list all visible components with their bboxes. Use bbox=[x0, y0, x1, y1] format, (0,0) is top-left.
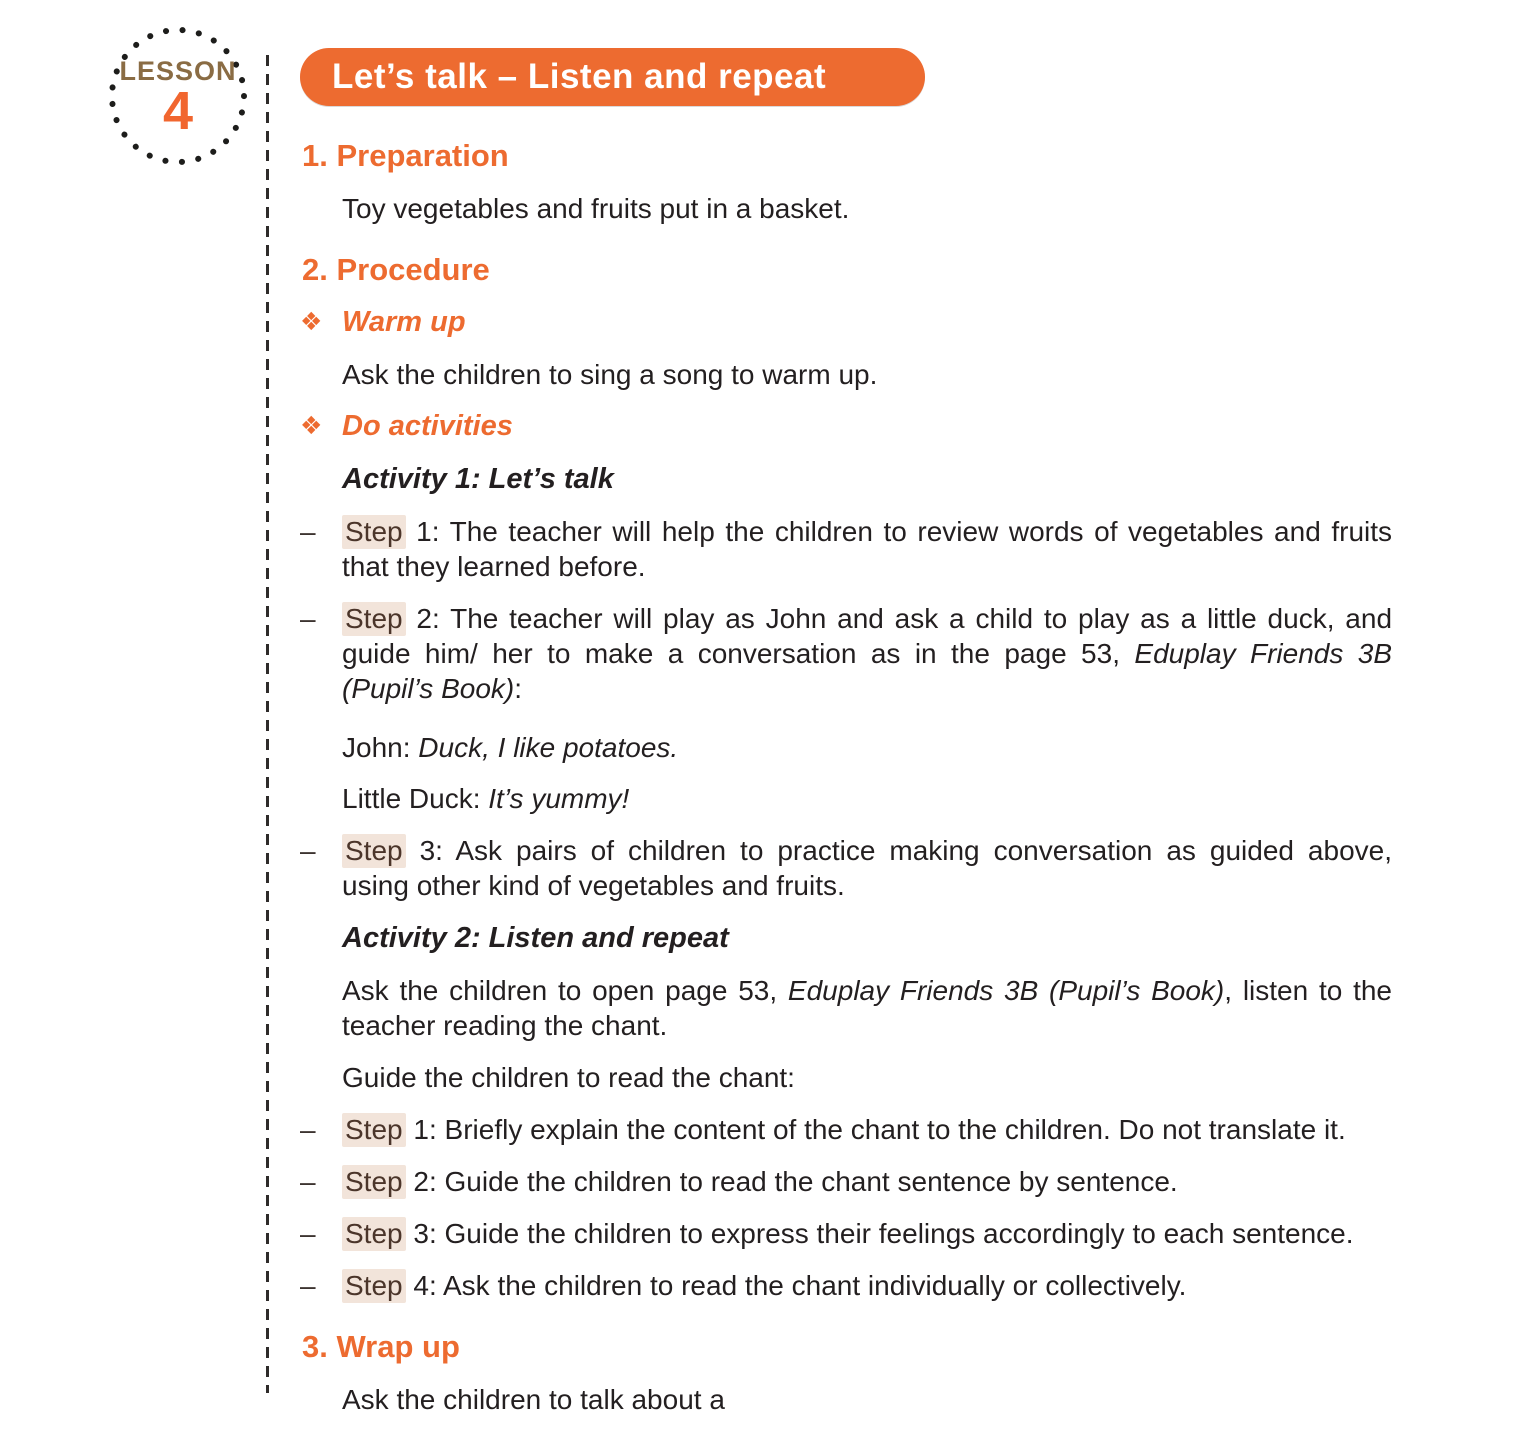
step-label: Step bbox=[342, 602, 406, 636]
section-heading-procedure: 2. Procedure bbox=[302, 252, 490, 287]
activity-1-heading: Activity 1: Let’s talk bbox=[342, 463, 614, 495]
activity1-step-2 bbox=[300, 601, 1392, 706]
preparation-body: Toy vegetables and fruits put in a basket. bbox=[342, 193, 850, 224]
subsection-do-activities-heading: Do activities bbox=[342, 410, 513, 442]
step-label: Step bbox=[342, 1165, 406, 1199]
dialog-line-john bbox=[300, 730, 1392, 765]
step-body: Briefly explain the content of the chant to the children. Do not translate it. bbox=[444, 1114, 1346, 1145]
step-dash: – bbox=[300, 1166, 316, 1197]
activity2-guide: Guide the children to read the chant: bbox=[342, 1062, 795, 1093]
lesson-badge-content bbox=[106, 24, 250, 168]
step-number: 1: bbox=[405, 1114, 445, 1145]
step-number: 2: bbox=[405, 1166, 445, 1197]
dialog-line-little-duck bbox=[300, 781, 1392, 816]
lesson-title: Let’s talk – Listen and repeat bbox=[332, 57, 827, 96]
subsection-warm-up-heading: Warm up bbox=[342, 306, 466, 338]
step-body: The teacher will help the children to review words of vegetables and fruits that they learned before. bbox=[342, 516, 1393, 582]
subsection-do-activities bbox=[300, 408, 1392, 444]
book-title: Eduplay Friends 3B (Pupil’s Book) bbox=[342, 638, 1392, 704]
step-number: 1: bbox=[405, 516, 450, 547]
step-body: The teacher will play as John and ask a child to play as a little duck, and guide him/ her to make a conversation as in the page 53, bbox=[342, 603, 1393, 669]
diamond-bullet-icon: ❖ bbox=[300, 412, 323, 440]
step-number: 2: bbox=[405, 603, 451, 634]
activity2-step-1 bbox=[300, 1112, 1392, 1147]
intro-text-end: , listen to the teacher reading the chant. bbox=[342, 975, 1392, 1041]
step-dash: – bbox=[300, 1218, 316, 1249]
lesson-title-banner bbox=[300, 48, 925, 106]
section-heading-wrap-up: 3. Wrap up bbox=[302, 1329, 460, 1364]
lesson-content bbox=[300, 0, 1392, 1417]
step-text bbox=[342, 1268, 1392, 1303]
step-dash: – bbox=[300, 1270, 316, 1301]
step-body: Ask pairs of children to practice making conversation as guided above, using other kind of vegetables and fruits. bbox=[342, 835, 1393, 901]
step-dash: – bbox=[300, 1114, 316, 1145]
activity2-step-2 bbox=[300, 1164, 1392, 1199]
book-title: Eduplay Friends 3B (Pupil’s Book) bbox=[787, 975, 1225, 1006]
lesson-badge-number: 4 bbox=[162, 81, 194, 141]
activity1-step-1 bbox=[300, 514, 1392, 584]
step-number: 4: bbox=[405, 1270, 443, 1301]
section-heading-preparation: 1. Preparation bbox=[302, 138, 509, 173]
activity1-step-3 bbox=[300, 833, 1392, 903]
step-body: Guide the children to read the chant sentence by sentence. bbox=[444, 1166, 1178, 1197]
step-text bbox=[342, 514, 1392, 584]
step-body: Guide the children to express their feelings accordingly to each sentence. bbox=[444, 1218, 1354, 1249]
vertical-dashed-divider bbox=[266, 55, 269, 1393]
diamond-bullet-icon: ❖ bbox=[300, 308, 323, 336]
step-label: Step bbox=[342, 1269, 406, 1303]
step-number: 3: bbox=[405, 1218, 445, 1249]
activity2-step-4 bbox=[300, 1268, 1392, 1303]
subsection-warm-up bbox=[300, 304, 1392, 340]
dialog-speaker: John: bbox=[342, 732, 419, 763]
dialog-speaker: Little Duck: bbox=[342, 783, 489, 814]
step-text bbox=[342, 1216, 1392, 1251]
step-body-end: : bbox=[514, 673, 523, 704]
warm-up-body: Ask the children to sing a song to warm up. bbox=[342, 359, 878, 390]
wrap-up-body: Ask the children to talk about a bbox=[342, 1384, 725, 1415]
step-number: 3: bbox=[405, 835, 456, 866]
step-label: Step bbox=[342, 834, 406, 868]
dialog-text: Duck, I like potatoes. bbox=[418, 732, 679, 763]
step-label: Step bbox=[342, 515, 406, 549]
step-text bbox=[342, 833, 1392, 903]
intro-text: Ask the children to open page 53, bbox=[342, 975, 788, 1006]
lesson-badge bbox=[106, 24, 250, 168]
step-dash: – bbox=[300, 516, 316, 547]
activity2-intro bbox=[300, 973, 1392, 1043]
step-label: Step bbox=[342, 1217, 406, 1251]
activity2-step-3 bbox=[300, 1216, 1392, 1251]
step-label: Step bbox=[342, 1113, 406, 1147]
step-text bbox=[342, 1112, 1392, 1147]
step-dash: – bbox=[300, 603, 316, 634]
step-text bbox=[342, 601, 1392, 706]
dialog-text: It’s yummy! bbox=[488, 783, 630, 814]
step-dash: – bbox=[300, 835, 316, 866]
step-body: Ask the children to read the chant individually or collectively. bbox=[442, 1270, 1187, 1301]
lesson-badge-label: LESSON bbox=[119, 56, 237, 86]
step-text bbox=[342, 1164, 1392, 1199]
activity-2-heading: Activity 2: Listen and repeat bbox=[342, 922, 729, 954]
